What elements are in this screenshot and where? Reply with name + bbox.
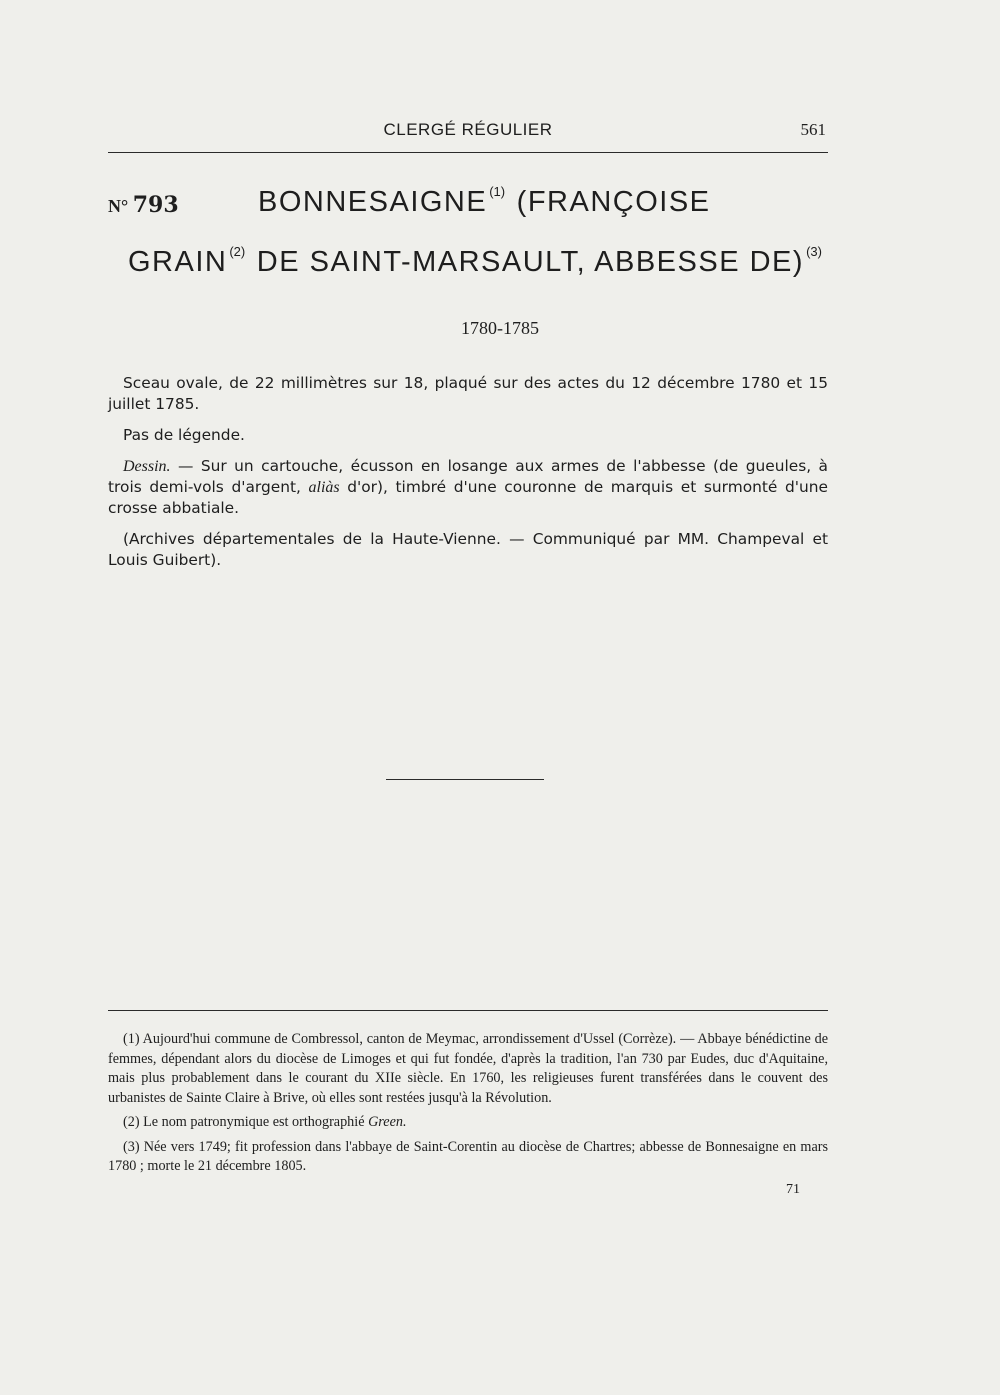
footnote-ref: (3) — [806, 244, 822, 259]
footnote-2-name: Green. — [368, 1114, 407, 1130]
footnote-ref: (2) — [229, 244, 246, 259]
drawing-label: Dessin. — [123, 458, 171, 475]
entry-heading-line2 — [128, 244, 824, 279]
heading-text: (FRANÇOISE — [516, 186, 711, 218]
entry-heading-line1 — [258, 184, 711, 219]
header-rule — [108, 152, 828, 153]
drawing-text-a: — Sur un cartouche, écusson en losange aux armes de l'abbesse (de gueules, à trois demi-vols d'argent, — [108, 457, 828, 496]
page-number: 561 — [800, 120, 826, 139]
entry-number-prefix: N° — [108, 196, 129, 216]
entry-dates: 1780-1785 — [461, 318, 539, 338]
footnote-1: (1) Aujourd'hui commune de Combressol, canton de Meymac, arrondissement d'Ussel (Corrèze). — Abbaye bénédictine de femmes, dépendant alors du diocèse de Limoges et qui fut fondée, d'après la tradition, l'an 730 par Eudes, duc d'Aquitaine, mais plus probablement dans le courant du XIIe siècle. En 1760, les religieuses furent transférées dans le couvent des urbanistes de Sainte Claire à Brive, où elles sont restées jusqu'à la Révolution. — [108, 1031, 828, 1106]
drawing-text-b: d'or), timbré d'une couronne de marquis et surmonté d'une crosse abbatiale. — [108, 478, 828, 517]
seal-description: Sceau ovale, de 22 millimètres sur 18, plaqué sur des actes du 12 décembre 1780 et 15 juillet 1785. — [108, 374, 828, 413]
section-rule — [386, 779, 544, 780]
footnote-rule — [108, 1010, 828, 1011]
footnote-ref: (1) — [489, 184, 506, 199]
alias-word: aliàs — [308, 479, 340, 496]
legend-note: Pas de légende. — [123, 426, 245, 444]
footnote-2 — [108, 1113, 828, 1133]
footnotes — [108, 1030, 828, 1182]
entry-body — [108, 373, 828, 581]
source-note: (Archives départementales de la Haute-Vienne. — Communiqué par MM. Champeval et Louis Guibert). — [108, 530, 828, 569]
heading-text: GRAIN — [128, 246, 228, 278]
footnote-3: (3) Née vers 1749; fit profession dans l'abbaye de Saint-Corentin au diocèse de Chartres; abbesse de Bonnesaigne en mars 1780 ; morte le 21 décembre 1805. — [108, 1138, 828, 1174]
heading-text: BONNESAIGNE — [258, 186, 488, 218]
running-title: CLERGÉ RÉGULIER — [383, 120, 553, 139]
footnote-2-text: (2) Le nom patronymique est orthographié — [123, 1114, 369, 1130]
entry-number — [108, 192, 179, 218]
printer-signature: 71 — [786, 1182, 800, 1197]
heading-text: DE SAINT-MARSAULT, ABBESSE DE) — [256, 246, 805, 278]
drawing-description — [108, 456, 828, 519]
running-head — [108, 120, 828, 150]
entry-number-value: 793 — [132, 192, 179, 218]
